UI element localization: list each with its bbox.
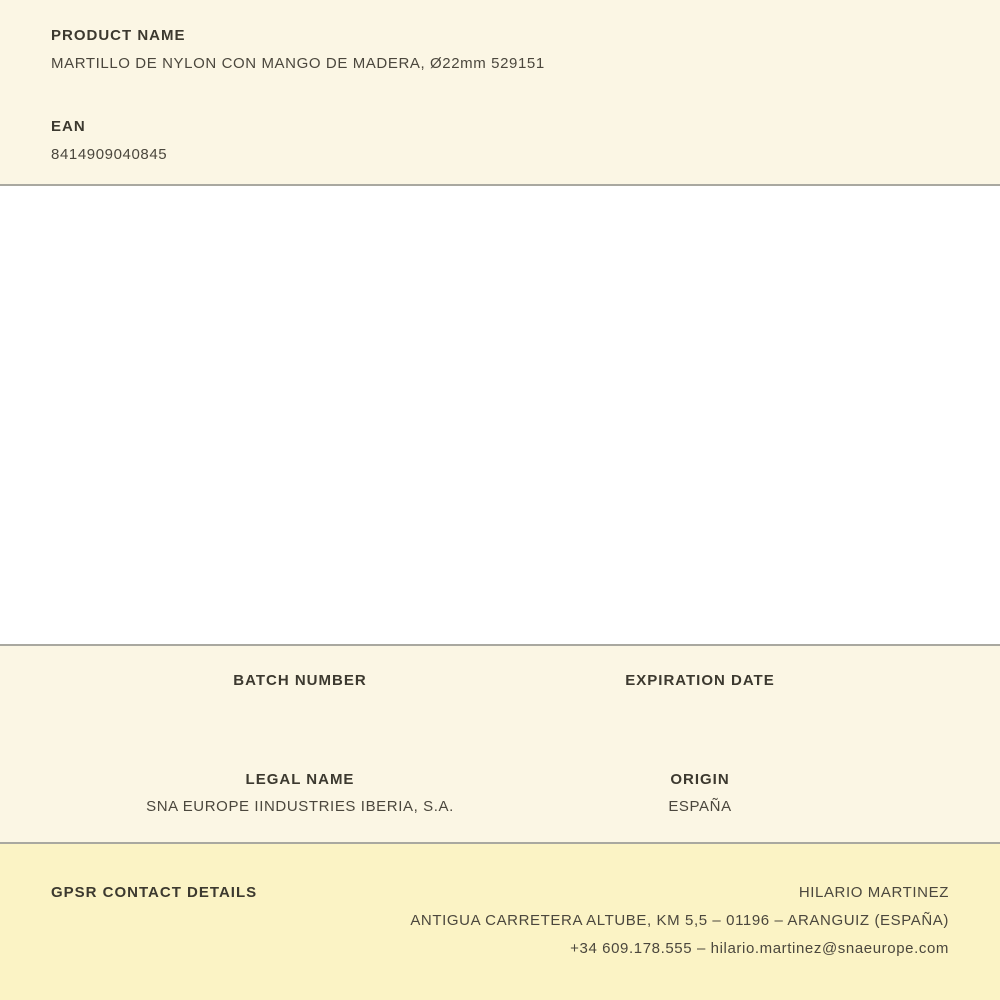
legal-name-value: SNA EUROPE IINDUSTRIES IBERIA, S.A. xyxy=(146,798,454,815)
gpsr-contact-label: GPSR CONTACT DETAILS xyxy=(51,884,258,901)
batch-number-label: BATCH NUMBER xyxy=(233,672,367,689)
details-grid xyxy=(100,672,900,816)
expiration-date-label: EXPIRATION DATE xyxy=(625,672,775,689)
product-header-section xyxy=(0,0,1000,186)
details-row-batch-expiration xyxy=(100,672,900,699)
gpsr-contact-block xyxy=(257,879,949,963)
gpsr-contact-section xyxy=(0,844,1000,1000)
product-image-area xyxy=(0,186,1000,646)
contact-name: HILARIO MARTINEZ xyxy=(798,884,949,901)
legal-name-label: LEGAL NAME xyxy=(245,771,355,788)
product-name-label: PRODUCT NAME xyxy=(51,27,186,44)
origin-field xyxy=(500,771,900,816)
contact-address: ANTIGUA CARRETERA ALTUBE, KM 5,5 – 01196 – ARANGUIZ (ESPAÑA) xyxy=(410,912,949,929)
ean-value: 8414909040845 xyxy=(51,146,168,163)
legal-name-field xyxy=(100,771,500,816)
product-name-value: MARTILLO DE NYLON CON MANGO DE MADERA, Ø22mm 529151 xyxy=(51,55,545,72)
expiration-date-field xyxy=(500,672,900,699)
contact-phone-email: +34 609.178.555 – hilario.martinez@snaeurope.com xyxy=(570,940,949,957)
batch-number-field xyxy=(100,672,500,699)
origin-label: ORIGIN xyxy=(670,771,730,788)
product-details-section xyxy=(0,646,1000,844)
origin-value: ESPAÑA xyxy=(668,798,732,815)
details-row-legal-origin xyxy=(100,771,900,816)
ean-label: EAN xyxy=(51,118,86,135)
